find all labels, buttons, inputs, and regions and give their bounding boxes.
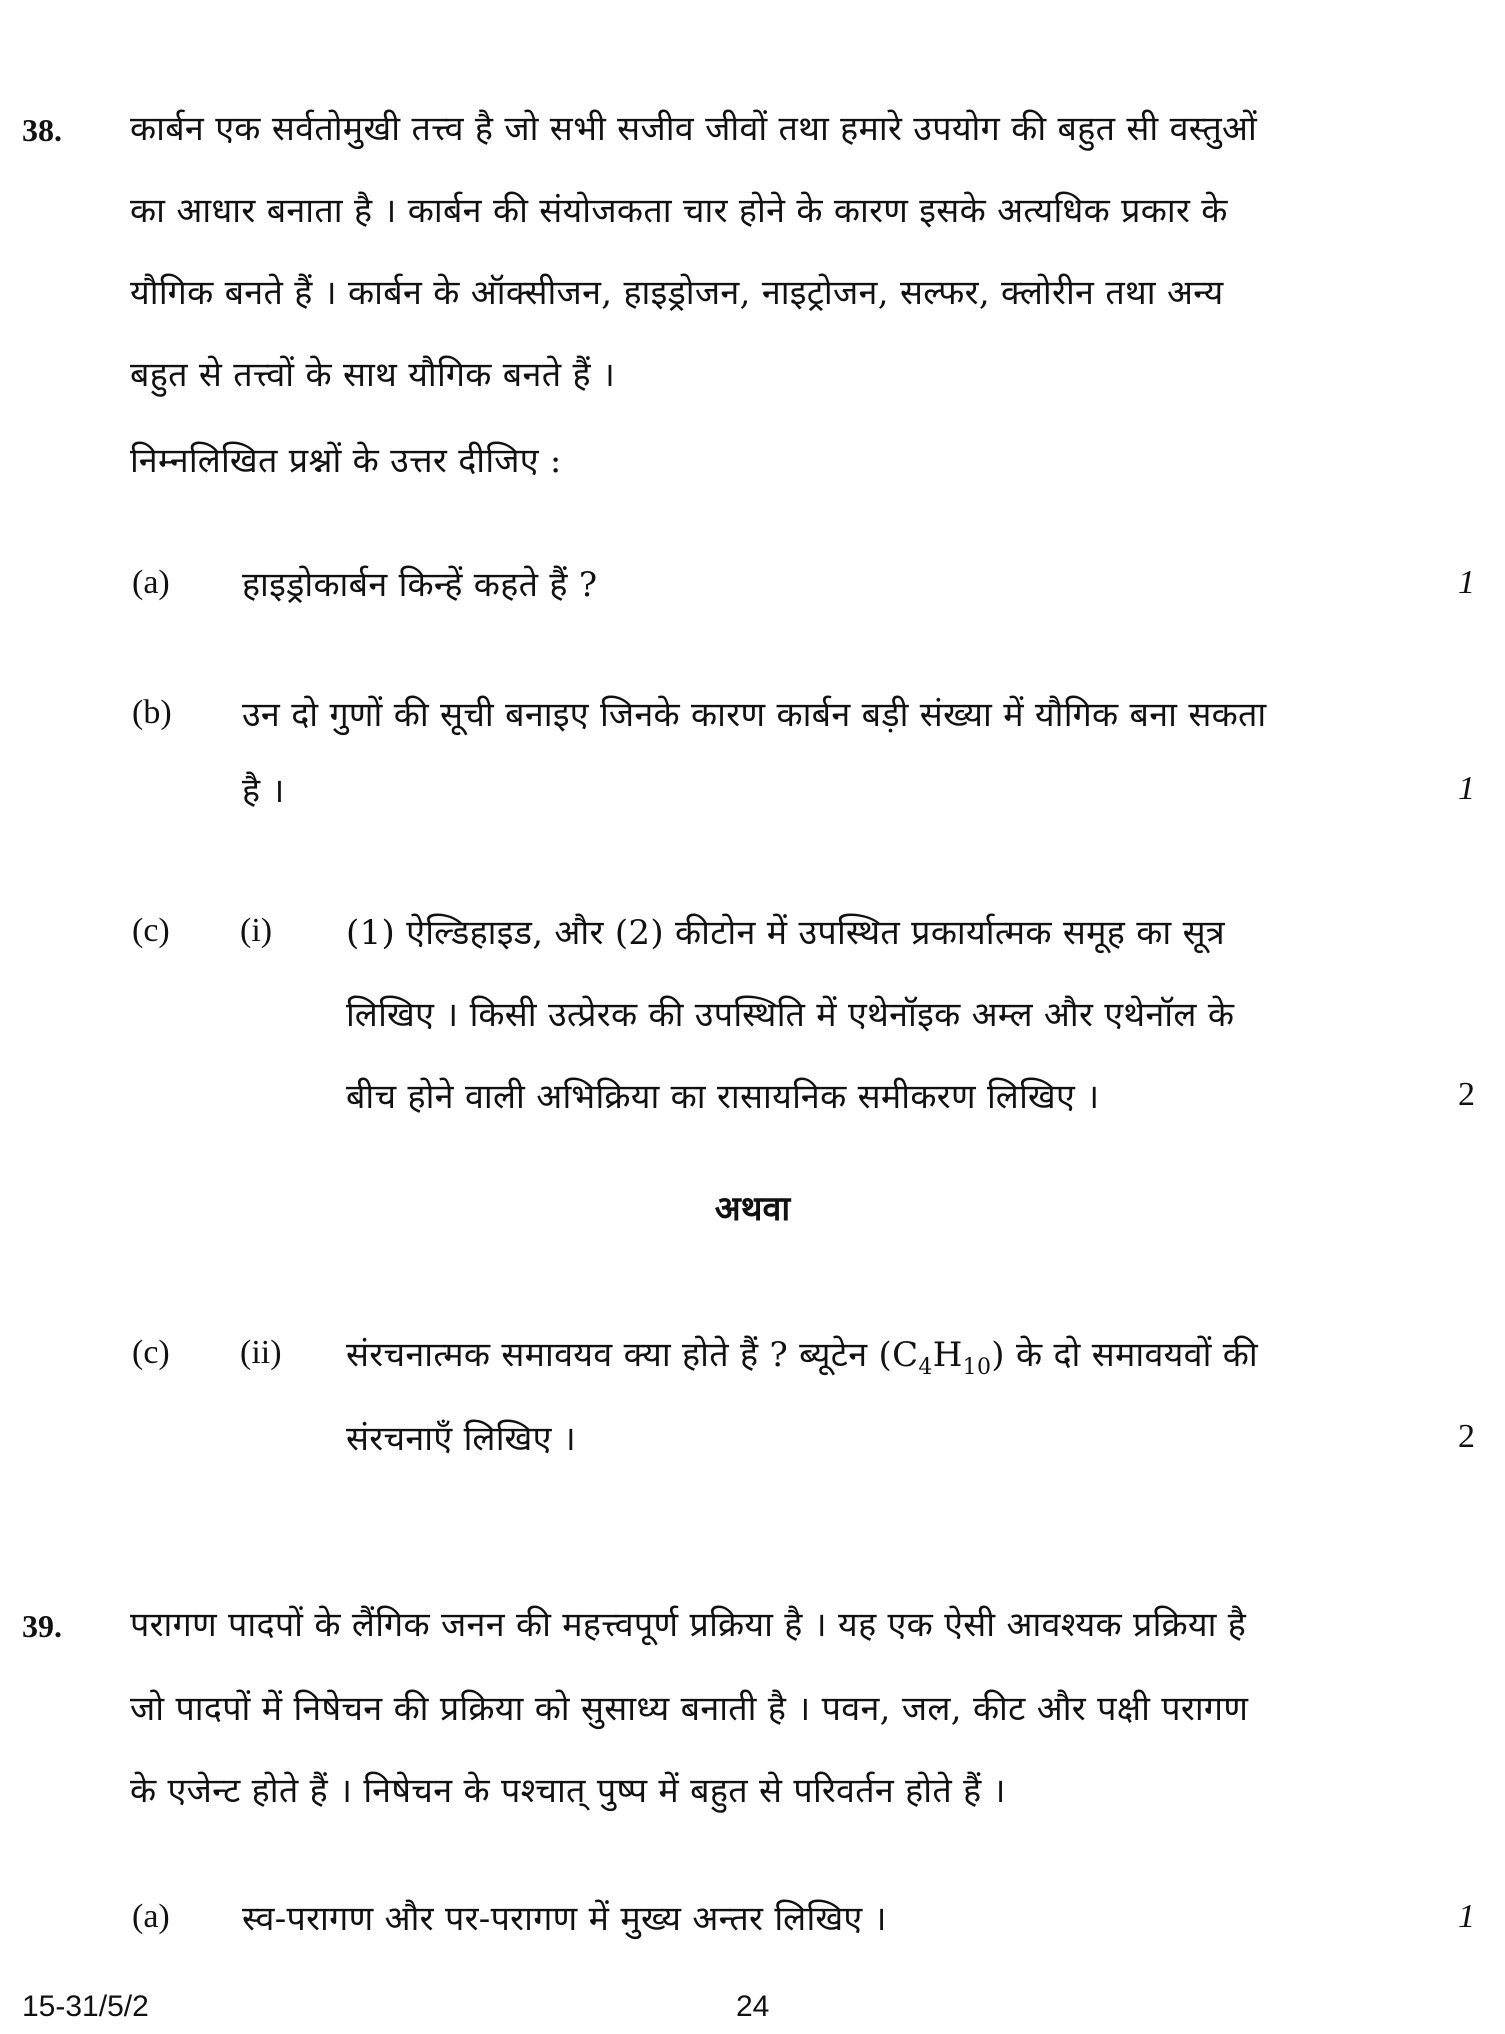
question-number-38: 38. bbox=[22, 112, 62, 148]
q38-c-ii-sublabel: (ii) bbox=[240, 1334, 282, 1371]
q38-c-ii-label: (c) bbox=[132, 1334, 170, 1371]
q38-c-ii-text-before: संरचनात्मक समावयव क्या होते हैं ? ब्यूटेन (C bbox=[346, 1335, 919, 1375]
q38-c-i-line-3: बीच होने वाली अभिक्रिया का रासायनिक समीकरण लिखिए । bbox=[346, 1077, 1100, 1117]
q38-c-i-sublabel: (i) bbox=[240, 912, 273, 949]
q38-b-label: (b) bbox=[132, 694, 172, 731]
q38-intro-line-2: का आधार बनाता है । कार्बन की संयोजकता चार होने के कारण इसके अत्यधिक प्रकार के bbox=[130, 191, 1228, 231]
or-separator: अथवा bbox=[714, 1189, 791, 1229]
q38-b-line-2: है । bbox=[242, 771, 285, 811]
q38-c-ii-line-1 bbox=[346, 1330, 1258, 1380]
q38-c-i-marks: 2 bbox=[1458, 1076, 1475, 1113]
paper-code: 15-31/5/2 bbox=[22, 1990, 149, 2023]
q38-a-marks: 1 bbox=[1458, 564, 1475, 601]
q38-c-i-line-2: लिखिए । किसी उत्प्रेरक की उपस्थिति में एथेनॉइक अम्ल और एथेनॉल के bbox=[346, 995, 1235, 1035]
q38-intro-line-3: यौगिक बनते हैं । कार्बन के ऑक्सीजन, हाइड्रोजन, नाइट्रोजन, सल्फर, क्लोरीन तथा अन्य bbox=[130, 273, 1224, 313]
q39-a-label: (a) bbox=[132, 1898, 170, 1935]
q39-intro-line-1: परागण पादपों के लैंगिक जनन की महत्त्वपूर्ण प्रक्रिया है । यह एक ऐसी आवश्यक प्रक्रिया है bbox=[130, 1605, 1247, 1645]
q38-c-ii-line-2: संरचनाएँ लिखिए । bbox=[346, 1419, 577, 1459]
q39-intro-line-3: के एजेन्ट होते हैं । निषेचन के पश्चात् पुष्प में बहुत से परिवर्तन होते हैं । bbox=[130, 1771, 1006, 1811]
formula-subscript-10: 10 bbox=[962, 1354, 992, 1380]
page-number: 24 bbox=[736, 1990, 770, 2023]
q39-a-text: स्व-परागण और पर-परागण में मुख्य अन्तर लिखिए । bbox=[242, 1899, 887, 1939]
q38-c-label: (c) bbox=[132, 912, 170, 949]
question-number-39: 39. bbox=[22, 1608, 62, 1644]
q38-c-i-line-1: (1) ऐल्डिहाइड, और (2) कीटोन में उपस्थित प्रकार्यात्मक समूह का सूत्र bbox=[346, 913, 1225, 953]
q38-intro-line-4: बहुत से तत्त्वों के साथ यौगिक बनते हैं । bbox=[130, 355, 616, 395]
q38-a-text: हाइड्रोकार्बन किन्हें कहते हैं ? bbox=[242, 565, 598, 605]
q39-a-marks: 1 bbox=[1458, 1898, 1475, 1935]
q38-c-ii-marks: 2 bbox=[1458, 1418, 1475, 1455]
q38-b-marks: 1 bbox=[1458, 770, 1475, 807]
q39-intro-line-2: जो पादपों में निषेचन की प्रक्रिया को सुसाध्य बनाती है । पवन, जल, कीट और पक्षी परागण bbox=[130, 1689, 1249, 1729]
q38-b-line-1: उन दो गुणों की सूची बनाइए जिनके कारण कार्बन बड़ी संख्या में यौगिक बना सकता bbox=[242, 695, 1267, 735]
formula-hydrogen: H bbox=[932, 1335, 963, 1375]
q38-instruction: निम्नलिखित प्रश्नों के उत्तर दीजिए : bbox=[130, 441, 562, 481]
q38-intro-line-1: कार्बन एक सर्वतोमुखी तत्त्व है जो सभी सजीव जीवों तथा हमारे उपयोग की बहुत सी वस्तुओं bbox=[130, 109, 1258, 149]
q38-c-ii-text-after: ) के दो समावयवों की bbox=[991, 1335, 1259, 1375]
q38-a-label: (a) bbox=[132, 564, 170, 601]
formula-subscript-4: 4 bbox=[918, 1354, 933, 1380]
